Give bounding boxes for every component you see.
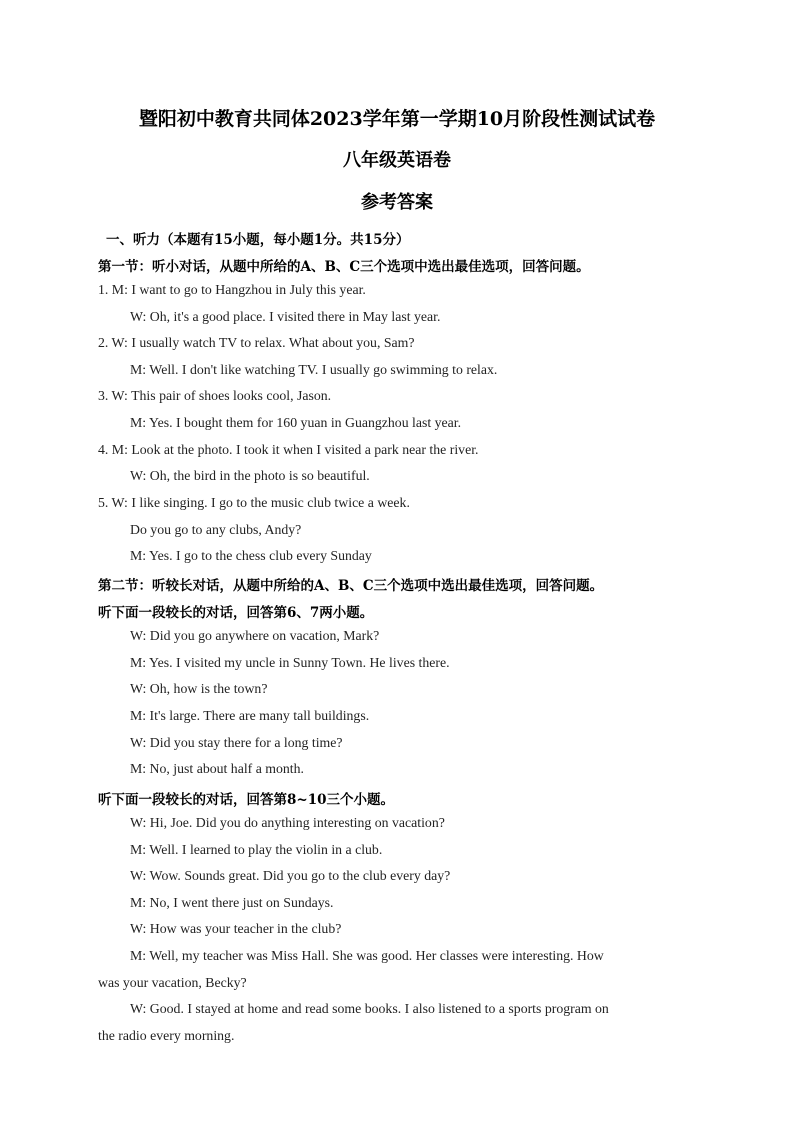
dialog-line: M: Yes. I bought them for 160 yuan in Guangzhou last year. (130, 415, 462, 430)
dialog-line: W: How was your teacher in the club? (130, 921, 342, 936)
dialog-line: M: Yes. I go to the chess club every Sunday (130, 548, 372, 563)
dialog1-heading: 听下面一段较长的对话，回答第6、7两小题。 (98, 605, 374, 621)
dialog-line: 5. W: I like singing. I go to the music club twice a week. (98, 495, 410, 510)
dialog-line: the radio every morning. (98, 1028, 235, 1043)
dialog-line: M: It's large. There are many tall buildings. (130, 708, 370, 723)
dialog-line: M: No, I went there just on Sundays. (130, 895, 334, 910)
dialog-line: 4. M: Look at the photo. I took it when I visited a park near the river. (98, 442, 479, 457)
dialog-line: W: Did you stay there for a long time? (130, 735, 343, 750)
dialog-line: M: Well. I don't like watching TV. I usually go swimming to relax. (130, 362, 498, 377)
exam-subtitle: 八年级英语卷 (343, 150, 451, 171)
dialog-line: M: Well, my teacher was Miss Hall. She was good. Her classes were interesting. How (130, 948, 604, 963)
part1-heading: 第一节：听小对话，从题中所给的A、B、C三个选项中选出最佳选项，回答问题。 (98, 259, 590, 275)
dialog-line: W: Good. I stayed at home and read some books. I also listened to a sports program on (130, 1001, 609, 1016)
dialog-line: 1. M: I want to go to Hangzhou in July this year. (98, 282, 366, 297)
dialog-line: M: No, just about half a month. (130, 761, 304, 776)
section-heading-listening: 一、听力（本题有15小题，每小题1分。共15分） (106, 232, 410, 248)
answer-heading: 参考答案 (361, 192, 433, 213)
dialog-line: Do you go to any clubs, Andy? (130, 522, 302, 537)
dialog-line: W: Wow. Sounds great. Did you go to the club every day? (130, 868, 451, 883)
dialog-line: was your vacation, Becky? (98, 975, 247, 990)
dialog-line: W: Oh, the bird in the photo is so beautiful. (130, 468, 370, 483)
dialog-line: 2. W: I usually watch TV to relax. What about you, Sam? (98, 335, 415, 350)
dialog-line: W: Oh, it's a good place. I visited there in May last year. (130, 309, 441, 324)
dialog-line: W: Oh, how is the town? (130, 681, 268, 696)
exam-title: 暨阳初中教育共同体2023学年第一学期10月阶段性测试试卷 (138, 108, 656, 130)
dialog2-heading: 听下面一段较长的对话，回答第8~10三个小题。 (98, 792, 394, 808)
part2-heading: 第二节：听较长对话，从题中所给的A、B、C三个选项中选出最佳选项，回答问题。 (98, 578, 604, 594)
dialog-line: M: Yes. I visited my uncle in Sunny Town. He lives there. (130, 655, 450, 670)
dialog-line: 3. W: This pair of shoes looks cool, Jason. (98, 388, 332, 403)
dialog-line: W: Did you go anywhere on vacation, Mark? (130, 628, 380, 643)
dialog-line: M: Well. I learned to play the violin in a club. (130, 842, 383, 857)
dialog-line: W: Hi, Joe. Did you do anything interesting on vacation? (130, 815, 445, 830)
